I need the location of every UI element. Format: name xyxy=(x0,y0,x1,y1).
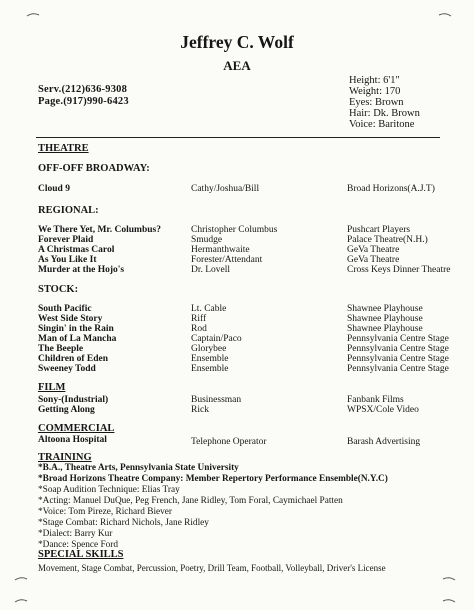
credit-venue: Cross Keys Dinner Theatre xyxy=(347,265,451,275)
stat-weight: Weight: 170 xyxy=(349,86,401,97)
credit-venue: Barash Advertising xyxy=(347,437,421,447)
stat-eyes: Eyes: Brown xyxy=(349,97,404,108)
corner-mark-bottom-right xyxy=(442,576,456,582)
credit-show: Getting Along xyxy=(38,405,95,415)
header-divider xyxy=(36,137,440,138)
credit-show: South Pacific xyxy=(38,304,92,314)
training-line: *Voice: Tom Pireze, Richard Biever xyxy=(38,507,173,517)
training-line: *Acting: Manuel DuQue, Peg French, Jane Ridley, Tom Foral, Caymichael Patten xyxy=(38,496,343,506)
training-heading: TRAINING xyxy=(38,452,92,463)
credit-show: Sweeney Todd xyxy=(38,364,96,374)
credit-show: Sony-(Industrial) xyxy=(38,395,109,405)
credit-venue: Pennsylvania Centre Stage xyxy=(347,334,449,344)
credit-role: Forester/Attendant xyxy=(191,255,263,265)
credit-role: Hermanthwaite xyxy=(191,245,250,255)
credit-role: Ensemble xyxy=(191,354,229,364)
credit-role: Rick xyxy=(191,405,209,415)
credit-venue: Broad Horizons(A.J.T) xyxy=(347,184,435,194)
special-skills-heading: SPECIAL SKILLS xyxy=(38,549,124,560)
credit-show: West Side Story xyxy=(38,314,103,324)
credit-row xyxy=(0,265,474,276)
credit-venue: Fanbank Films xyxy=(347,395,404,405)
credit-show: Children of Eden xyxy=(38,354,109,364)
credit-show: The Beeple xyxy=(38,344,84,354)
credit-role: Telephone Operator xyxy=(191,437,267,447)
special-skills-text: Movement, Stage Combat, Percussion, Poetry, Drill Team, Football, Volleyball, Driver's License xyxy=(38,563,386,573)
credit-venue: Pennsylvania Centre Stage xyxy=(347,364,449,374)
credit-role: Glorybee xyxy=(191,344,227,354)
training-line: *Dance: Spence Ford xyxy=(38,540,119,550)
credit-show: Murder at the Hojo's xyxy=(38,265,125,275)
credit-role: Riff xyxy=(191,314,207,324)
credit-show: As You Like It xyxy=(38,255,97,265)
credit-row xyxy=(0,184,474,195)
stat-voice: Voice: Baritone xyxy=(349,119,415,130)
credit-role: Lt. Cable xyxy=(191,304,227,314)
stat-height: Height: 6'1" xyxy=(349,75,400,86)
corner-mark-bottom-left xyxy=(14,576,28,582)
credit-show: Man of La Mancha xyxy=(38,334,117,344)
credit-show: Forever Plaid xyxy=(38,235,94,245)
corner-mark-bottom-right-2 xyxy=(442,598,456,604)
credit-venue: Shawnee Playhouse xyxy=(347,304,423,314)
off-off-broadway-heading: OFF-OFF BROADWAY: xyxy=(38,163,150,174)
credit-role: Dr. Lovell xyxy=(191,265,231,275)
credit-venue: Pushcart Players xyxy=(347,225,411,235)
film-heading: FILM xyxy=(38,382,66,393)
training-line: *B.A., Theatre Arts, Pennsylvania State University xyxy=(38,463,239,473)
actor-name: Jeffrey C. Wolf xyxy=(180,32,294,52)
training-line: *Broad Horizons Theatre Company: Member Repertory Performance Ensemble(N.Y.C) xyxy=(38,474,388,484)
training-line: *Dialect: Barry Kur xyxy=(38,529,113,539)
credit-venue: GeVa Theatre xyxy=(347,245,400,255)
credit-role: Businessman xyxy=(191,395,242,405)
training-line: *Stage Combat: Richard Nichols, Jane Ridley xyxy=(38,518,209,528)
credit-role: Captain/Paco xyxy=(191,334,242,344)
stat-hair: Hair: Dk. Brown xyxy=(349,108,420,119)
union-affiliation: AEA xyxy=(223,58,251,73)
credit-show: Singin' in the Rain xyxy=(38,324,114,334)
credit-venue: Pennsylvania Centre Stage xyxy=(347,354,449,364)
credit-role: Smudge xyxy=(191,235,223,245)
corner-mark-top-left xyxy=(26,12,40,18)
stock-heading: STOCK: xyxy=(38,284,79,295)
credit-venue: Palace Theatre(N.H.) xyxy=(347,235,428,245)
credit-venue: WPSX/Cole Video xyxy=(347,405,419,415)
service-phone: Serv.(212)636-9308 xyxy=(38,84,128,95)
credit-show: A Christmas Carol xyxy=(38,245,115,255)
credit-role: Ensemble xyxy=(191,364,229,374)
credit-role: Christopher Columbus xyxy=(191,225,278,235)
credit-show: Altoona Hospital xyxy=(38,435,107,445)
corner-mark-top-right xyxy=(438,12,452,18)
credit-venue: Shawnee Playhouse xyxy=(347,314,423,324)
credit-role: Cathy/Joshua/Bill xyxy=(191,184,260,194)
commercial-heading: COMMERCIAL xyxy=(38,423,115,434)
credit-row xyxy=(0,405,474,416)
credit-row xyxy=(0,364,474,375)
credit-venue: GeVa Theatre xyxy=(347,255,400,265)
credit-show: We There Yet, Mr. Columbus? xyxy=(38,225,161,235)
pager-phone: Page.(917)990-6423 xyxy=(38,96,129,107)
regional-heading: REGIONAL: xyxy=(38,205,99,216)
training-line: *Soap Audition Technique: Elias Tray xyxy=(38,485,180,495)
credit-venue: Pennsylvania Centre Stage xyxy=(347,344,449,354)
credit-show: Cloud 9 xyxy=(38,184,70,194)
credit-role: Rod xyxy=(191,324,207,334)
credit-venue: Shawnee Playhouse xyxy=(347,324,423,334)
corner-mark-bottom-left-2 xyxy=(14,598,28,604)
credit-row xyxy=(0,435,474,446)
theatre-heading: THEATRE xyxy=(38,143,89,154)
